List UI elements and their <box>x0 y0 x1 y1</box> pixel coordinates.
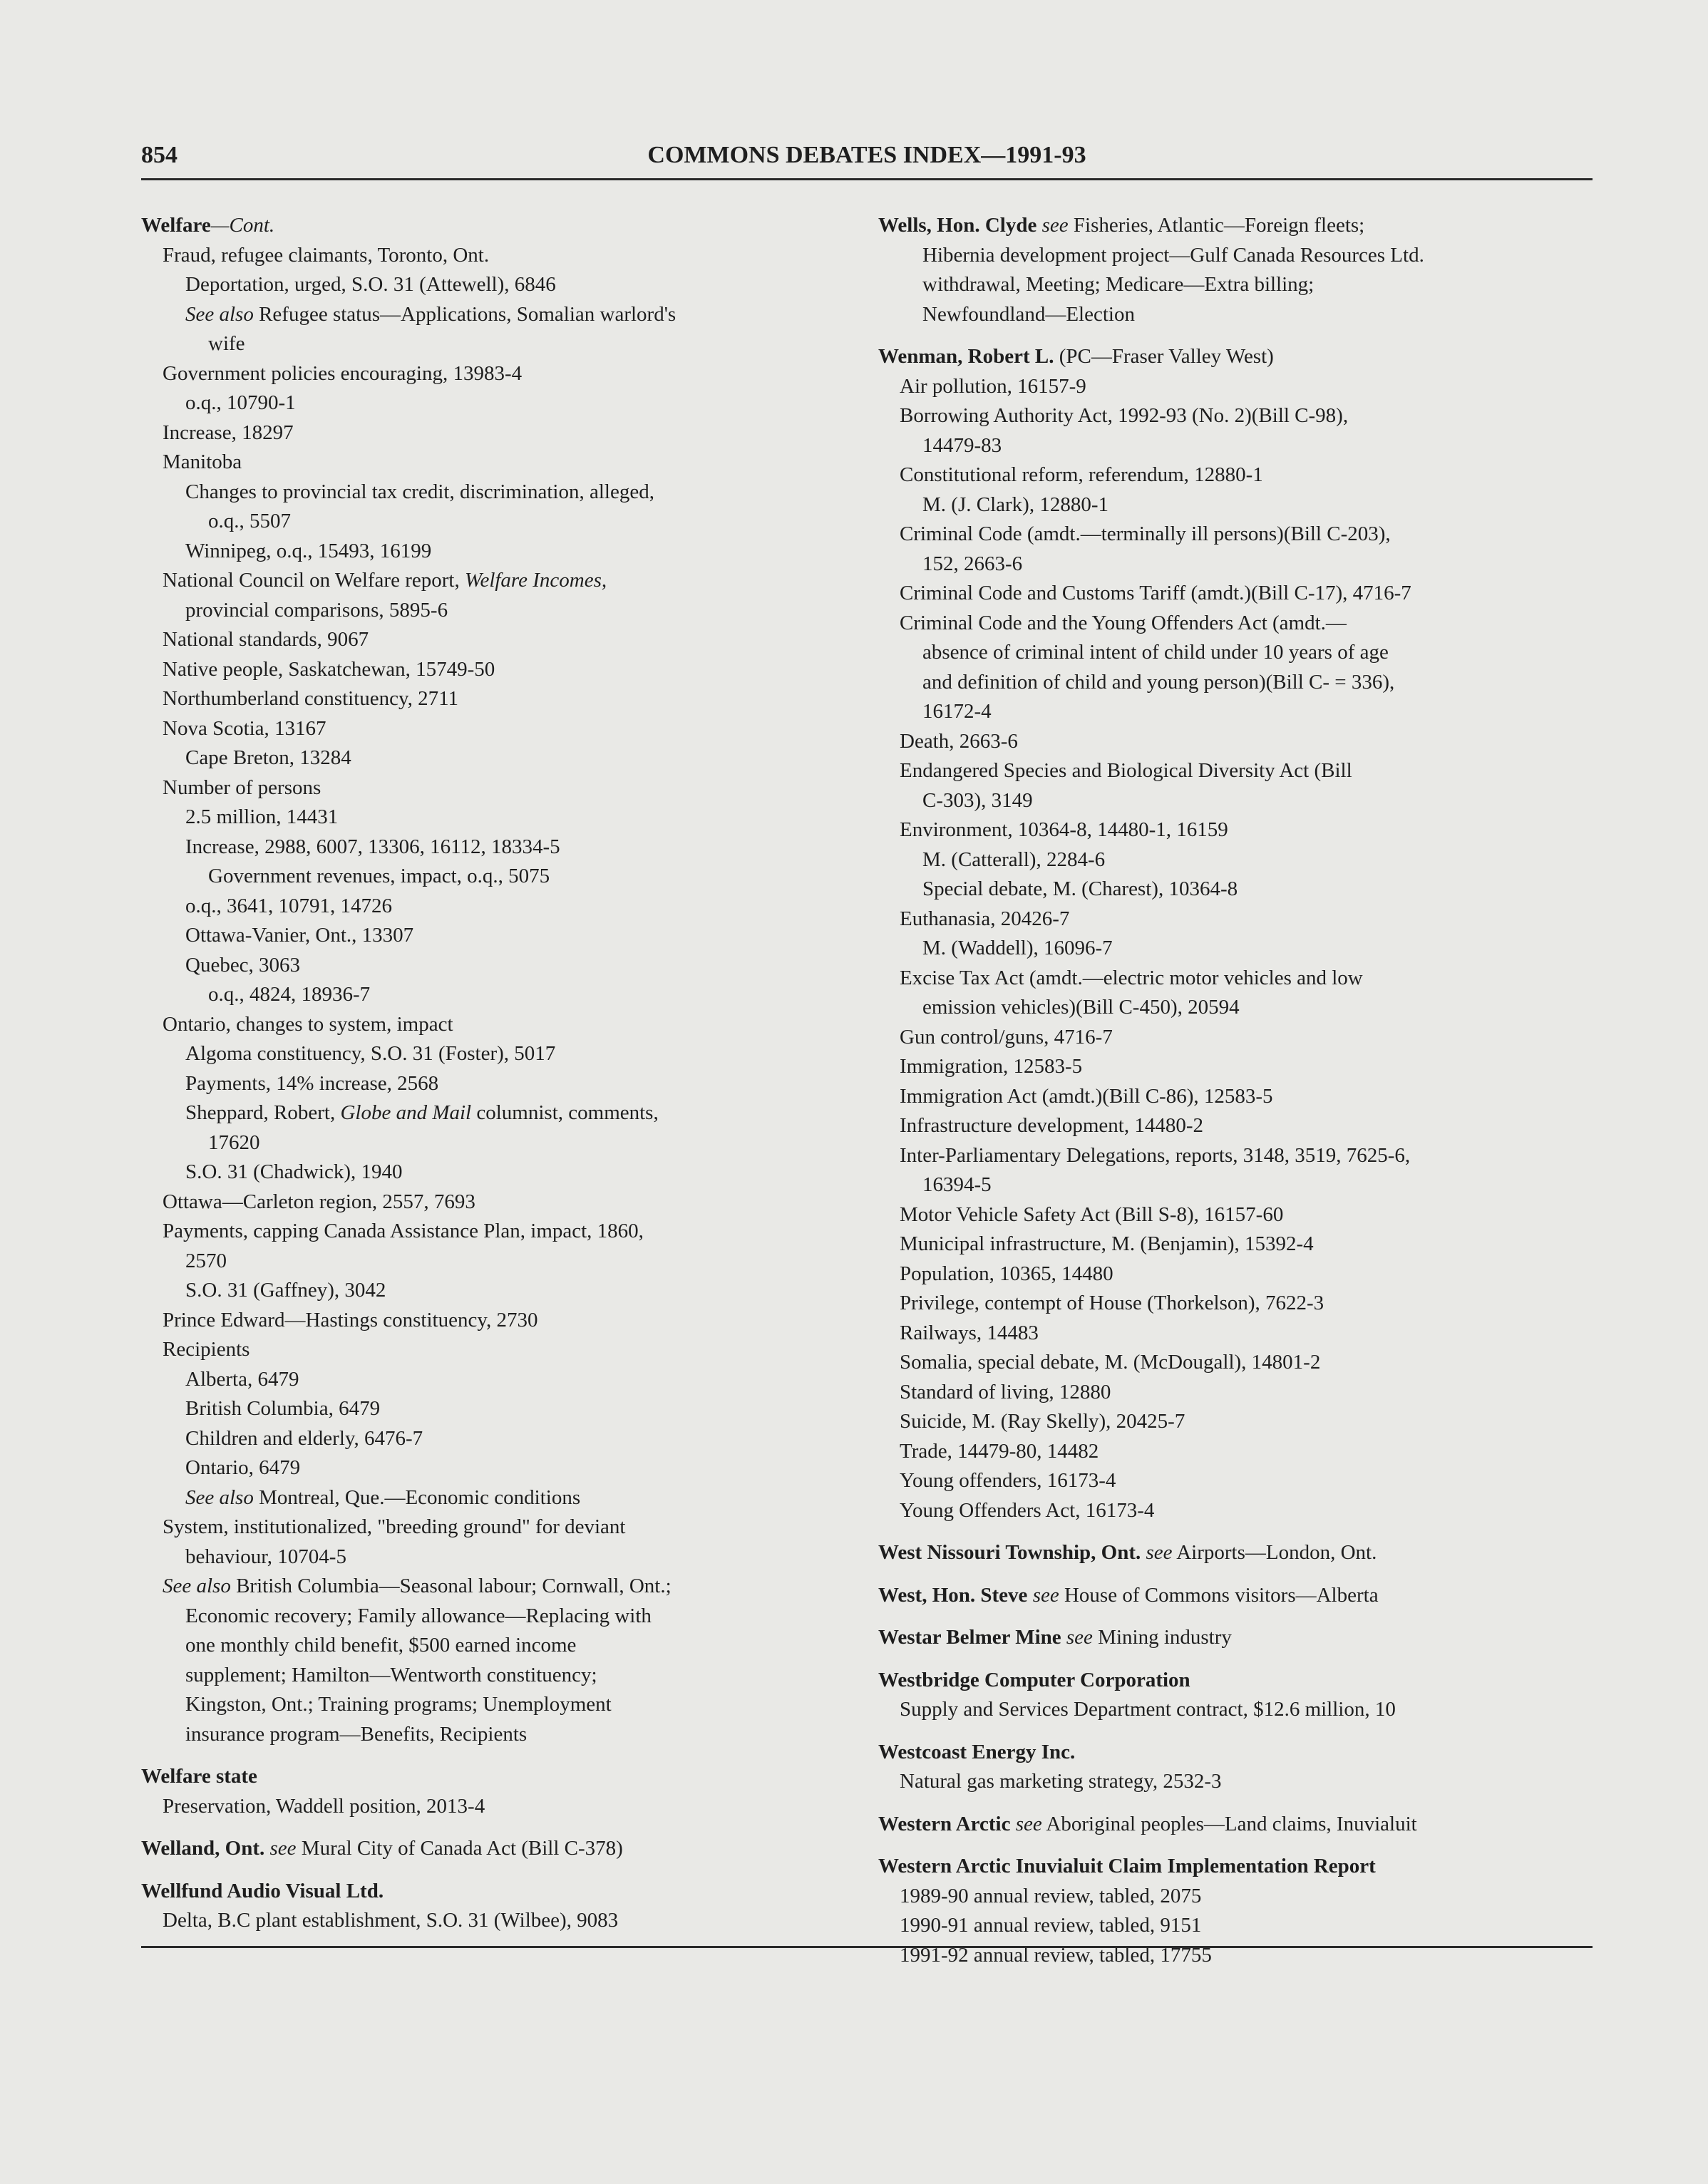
index-heading: Wenman, Robert L. (PC—Fraser Valley West) <box>878 345 1274 368</box>
index-heading: Westcoast Energy Inc. <box>878 1740 1076 1763</box>
index-entry: Criminal Code (amdt.—terminally ill persons)(Bill C-203), <box>900 522 1391 545</box>
index-entry: Immigration Act (amdt.)(Bill C-86), 12583-5 <box>900 1084 1273 1108</box>
index-entry: Newfoundland—Election <box>922 302 1135 326</box>
index-entry: Delta, B.C plant establishment, S.O. 31 (Wilbee), 9083 <box>163 1909 619 1932</box>
index-entry: absence of criminal intent of child under 10 years of age <box>922 641 1389 664</box>
index-entry: one monthly child benefit, $500 earned income <box>185 1634 577 1657</box>
index-entry: Hibernia development project—Gulf Canada Resources Ltd. <box>922 243 1424 267</box>
index-entry: Young offenders, 16173-4 <box>900 1469 1116 1492</box>
index-entry: Suicide, M. (Ray Skelly), 20425-7 <box>900 1410 1185 1433</box>
index-entry: Natural gas marketing strategy, 2532-3 <box>900 1770 1222 1793</box>
index-entry: Manitoba <box>163 450 242 473</box>
index-entry: Borrowing Authority Act, 1992-93 (No. 2)(Bill C-98), <box>900 404 1349 427</box>
index-entry: 16394-5 <box>922 1173 992 1196</box>
index-entry: Inter-Parliamentary Delegations, reports, 3148, 3519, 7625-6, <box>900 1143 1411 1167</box>
index-entry: Environment, 10364-8, 14480-1, 16159 <box>900 818 1228 841</box>
index-heading: Western Arctic Inuvialuit Claim Implementation Report <box>878 1855 1376 1877</box>
page-header <box>141 135 1593 180</box>
bottom-rule <box>141 1946 1593 1948</box>
index-entry: Government revenues, impact, o.q., 5075 <box>208 865 550 887</box>
index-entry: Government policies encouraging, 13983-4 <box>163 361 523 385</box>
index-entry: 14479-83 <box>922 433 1002 457</box>
index-entry: Criminal Code and the Young Offenders Act (amdt.— <box>900 611 1347 634</box>
index-entry: 152, 2663-6 <box>922 552 1023 575</box>
index-entry: Supply and Services Department contract, $12.6 million, 10 <box>900 1698 1396 1721</box>
index-entry: o.q., 3641, 10791, 14726 <box>185 894 392 917</box>
index-entry: o.q., 10790-1 <box>185 391 296 414</box>
index-entry: British Columbia, 6479 <box>185 1397 381 1420</box>
index-entry: insurance program—Benefits, Recipients <box>185 1722 528 1746</box>
index-entry: Alberta, 6479 <box>185 1367 299 1391</box>
index-entry: System, institutionalized, "breeding ground" for deviant <box>163 1515 626 1538</box>
index-entry: See also Refugee status—Applications, Somalian warlord's <box>185 302 676 326</box>
index-entry: Recipients <box>163 1338 250 1361</box>
index-entry: Immigration, 12583-5 <box>900 1055 1083 1078</box>
index-entry: Payments, 14% increase, 2568 <box>185 1071 439 1095</box>
index-entry: 1990-91 annual review, tabled, 9151 <box>900 1914 1202 1937</box>
index-entry: See also Montreal, Que.—Economic conditions <box>185 1485 581 1509</box>
index-entry: Algoma constituency, S.O. 31 (Foster), 5017 <box>185 1042 556 1065</box>
index-entry: Endangered Species and Biological Diversity Act (Bill <box>900 759 1352 782</box>
index-entry: Children and elderly, 6476-7 <box>185 1426 423 1450</box>
index-entry: supplement; Hamilton—Wentworth constituency; <box>185 1663 597 1686</box>
index-heading: Welfare state <box>141 1765 257 1788</box>
left-column <box>141 211 854 1936</box>
index-entry: Young Offenders Act, 16173-4 <box>900 1498 1155 1522</box>
index-entry: Criminal Code and Customs Tariff (amdt.)(Bill C-17), 4716-7 <box>900 582 1411 604</box>
index-entry: Nova Scotia, 13167 <box>163 716 326 740</box>
index-entry: Ontario, 6479 <box>185 1456 301 1479</box>
page-number: 854 <box>141 142 178 168</box>
index-entry: 1989-90 annual review, tabled, 2075 <box>900 1884 1202 1907</box>
index-entry: Excise Tax Act (amdt.—electric motor vehicles and low <box>900 966 1363 989</box>
index-entry: Ontario, changes to system, impact <box>163 1012 453 1036</box>
index-entry: 2.5 million, 14431 <box>185 805 339 828</box>
index-entry: Number of persons <box>163 776 321 799</box>
index-entry: Ottawa-Vanier, Ont., 13307 <box>185 924 414 947</box>
index-entry: Prince Edward—Hastings constituency, 2730 <box>163 1308 538 1331</box>
index-entry: Population, 10365, 14480 <box>900 1262 1113 1285</box>
index-entry: Preservation, Waddell position, 2013-4 <box>163 1794 485 1818</box>
index-entry: emission vehicles)(Bill C-450), 20594 <box>922 996 1240 1019</box>
index-entry: See also British Columbia—Seasonal labour; Cornwall, Ont.; <box>163 1575 672 1597</box>
index-entry: Special debate, M. (Charest), 10364-8 <box>922 877 1238 900</box>
index-entry: Sheppard, Robert, Globe and Mail columnist, comments, <box>185 1101 659 1124</box>
index-entry: Infrastructure development, 14480-2 <box>900 1114 1203 1137</box>
index-entry: S.O. 31 (Gaffney), 3042 <box>185 1279 386 1302</box>
index-entry: S.O. 31 (Chadwick), 1940 <box>185 1160 403 1183</box>
index-heading: West, Hon. Steve see House of Commons visitors—Alberta <box>878 1583 1379 1607</box>
index-entry: Winnipeg, o.q., 15493, 16199 <box>185 539 432 562</box>
index-entry: Somalia, special debate, M. (McDougall), 14801-2 <box>900 1351 1321 1374</box>
right-column <box>878 211 1591 1970</box>
index-entry: Welfare—Cont. <box>141 214 275 237</box>
index-entry: 16172-4 <box>922 700 992 723</box>
index-heading: Western Arctic see Aboriginal peoples—Land claims, Inuvialuit <box>878 1812 1417 1835</box>
index-entry: Standard of living, 12880 <box>900 1380 1111 1403</box>
index-entry: Municipal infrastructure, M. (Benjamin), 15392-4 <box>900 1232 1314 1255</box>
index-entry: M. (Catterall), 2284-6 <box>922 848 1106 871</box>
index-heading: West Nissouri Township, Ont. see Airports—London, Ont. <box>878 1541 1377 1564</box>
index-entry: Motor Vehicle Safety Act (Bill S-8), 16157-60 <box>900 1202 1284 1226</box>
index-entry: Constitutional reform, referendum, 12880-1 <box>900 463 1263 486</box>
index-entry: Increase, 18297 <box>163 421 294 444</box>
index-entry: o.q., 4824, 18936-7 <box>208 983 371 1006</box>
index-heading: Westbridge Computer Corporation <box>878 1668 1190 1691</box>
index-entry: Cape Breton, 13284 <box>185 746 351 769</box>
index-entry: Northumberland constituency, 2711 <box>163 687 459 710</box>
index-entry: National Council on Welfare report, Welfare Incomes, <box>163 569 607 592</box>
index-entry: Gun control/guns, 4716-7 <box>900 1025 1113 1049</box>
index-entry: Privilege, contempt of House (Thorkelson), 7622-3 <box>900 1292 1324 1314</box>
index-entry: Air pollution, 16157-9 <box>900 374 1086 398</box>
index-entry: Native people, Saskatchewan, 15749-50 <box>163 657 495 681</box>
index-entry: Ottawa—Carleton region, 2557, 7693 <box>163 1190 475 1213</box>
index-entry: M. (Waddell), 16096-7 <box>922 937 1113 959</box>
index-entry: Fraud, refugee claimants, Toronto, Ont. <box>163 243 490 267</box>
index-entry: provincial comparisons, 5895-6 <box>185 598 448 622</box>
index-entry: and definition of child and young person)(Bill C- = 336), <box>922 670 1395 694</box>
index-entry: Changes to provincial tax credit, discrimination, alleged, <box>185 480 654 503</box>
index-entry: 2570 <box>185 1249 227 1272</box>
index-entry: Quebec, 3063 <box>185 953 301 977</box>
index-entry: Increase, 2988, 6007, 13306, 16112, 18334-5 <box>185 835 560 858</box>
index-entry: National standards, 9067 <box>163 628 369 651</box>
index-entry: Deportation, urged, S.O. 31 (Attewell), 6846 <box>185 273 556 296</box>
index-entry: Death, 2663-6 <box>900 729 1018 753</box>
index-heading: Wells, Hon. Clyde see Fisheries, Atlantic—Foreign fleets; <box>878 214 1365 237</box>
index-entry: M. (J. Clark), 12880-1 <box>922 493 1108 516</box>
index-entry: Kingston, Ont.; Training programs; Unemployment <box>185 1693 612 1716</box>
index-heading: Wellfund Audio Visual Ltd. <box>141 1879 384 1902</box>
index-entry: withdrawal, Meeting; Medicare—Extra billing; <box>922 273 1315 296</box>
index-entry: Euthanasia, 20426-7 <box>900 907 1070 930</box>
index-entry: C-303), 3149 <box>922 788 1033 812</box>
index-entry: Economic recovery; Family allowance—Replacing with <box>185 1604 652 1627</box>
index-entry: wife <box>208 332 245 355</box>
running-title: COMMONS DEBATES INDEX—1991-93 <box>647 142 1086 168</box>
index-entry: 1991-92 annual review, tabled, 17755 <box>900 1943 1212 1967</box>
index-entry: Railways, 14483 <box>900 1321 1039 1344</box>
index-entry: behaviour, 10704-5 <box>185 1545 346 1568</box>
index-entry: Payments, capping Canada Assistance Plan, impact, 1860, <box>163 1220 644 1242</box>
index-heading: Welland, Ont. see Mural City of Canada Act (Bill C-378) <box>141 1837 623 1860</box>
index-entry: Trade, 14479-80, 14482 <box>900 1439 1099 1463</box>
index-entry: o.q., 5507 <box>208 510 291 532</box>
index-heading: Westar Belmer Mine see Mining industry <box>878 1626 1232 1649</box>
index-entry: 17620 <box>208 1130 260 1154</box>
